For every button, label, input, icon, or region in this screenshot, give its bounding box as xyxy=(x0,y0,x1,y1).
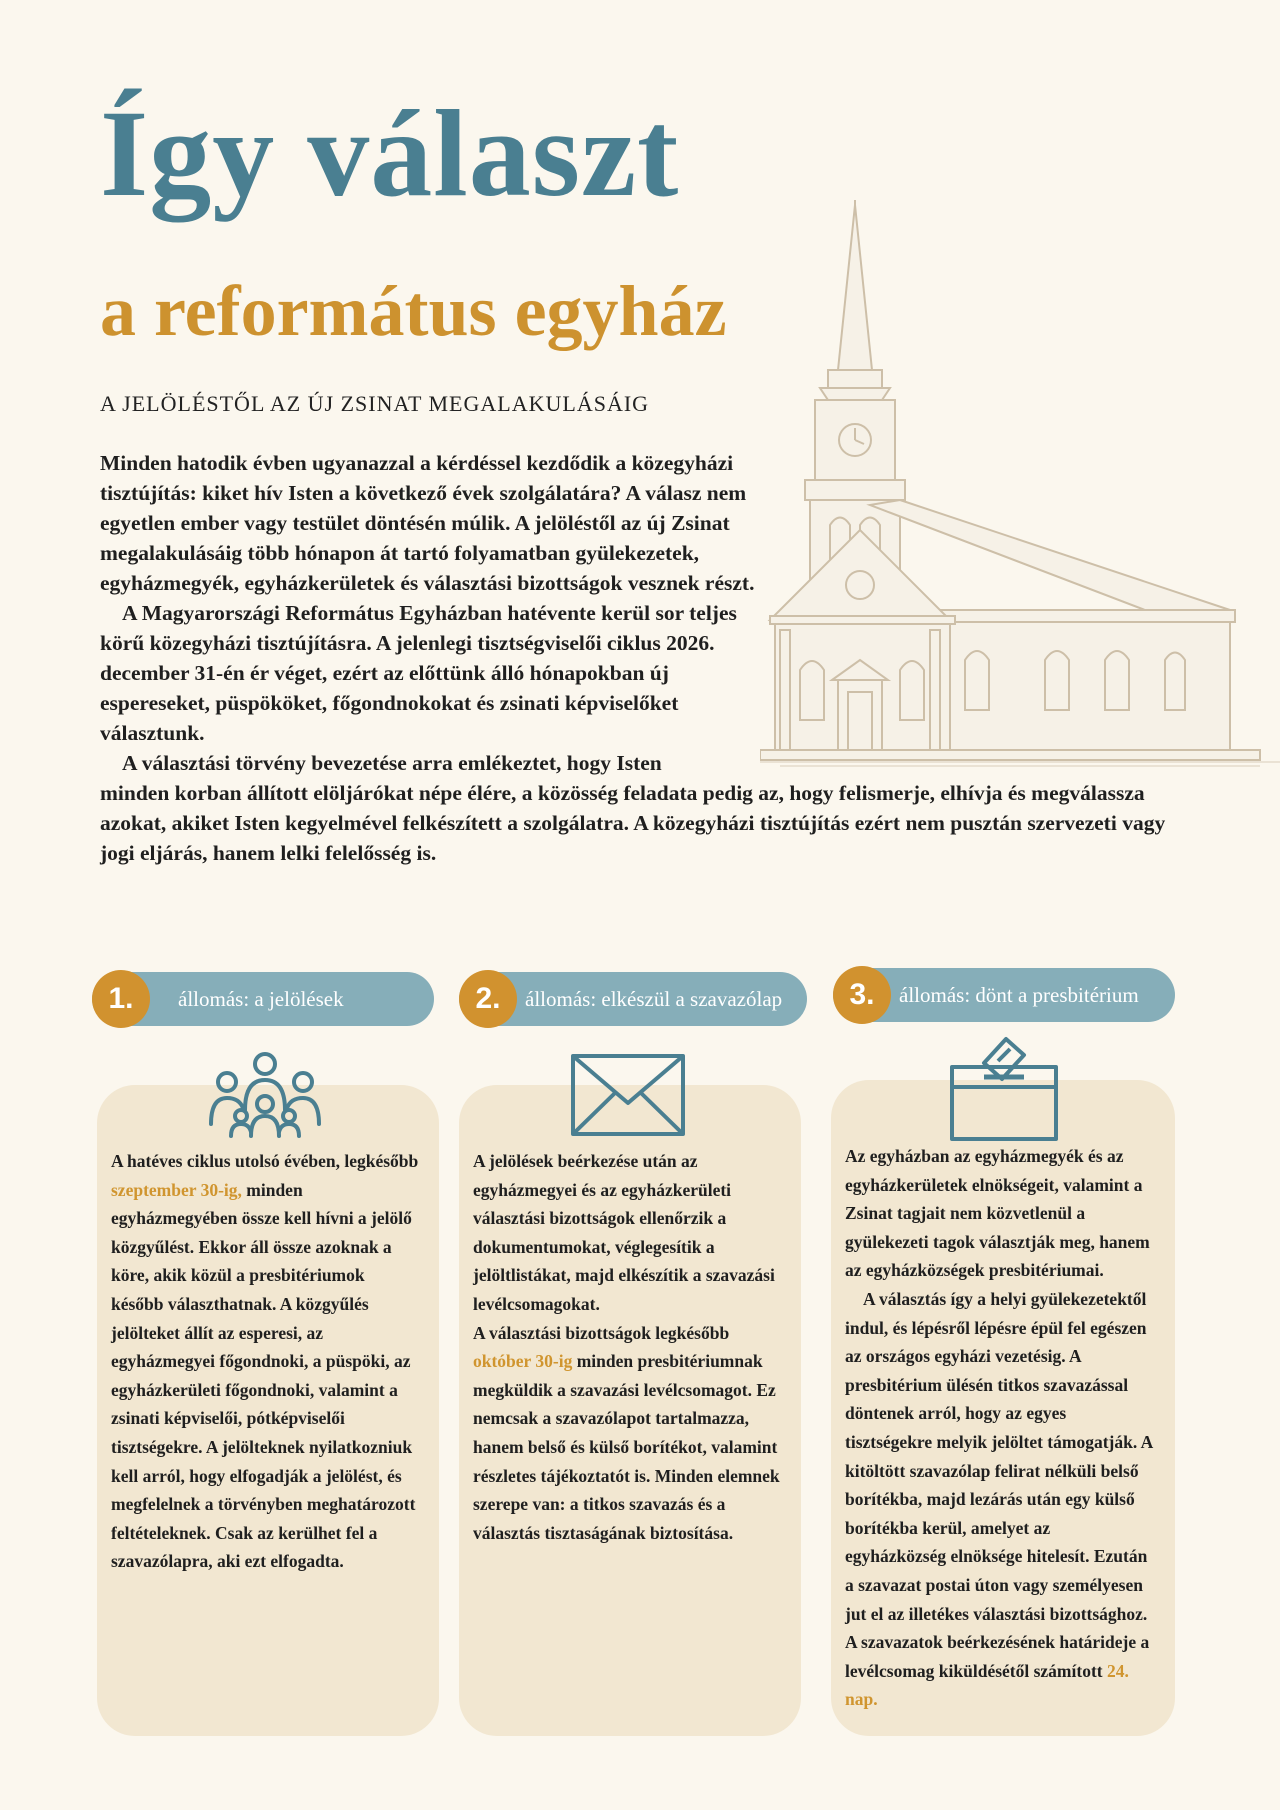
kicker: A JELÖLÉSTŐL AZ ÚJ ZSINAT MEGALAKULÁSÁIG xyxy=(100,391,650,416)
intro-text xyxy=(100,448,1180,868)
intro-paragraph-3-start: A választási törvény bevezetése arra emlékeztet, hogy Isten xyxy=(122,751,662,775)
station-1-text xyxy=(111,1147,419,1576)
station-1-label: állomás: a jelölések xyxy=(178,987,344,1011)
station-2-text-end: minden presbitériumnak megküldik a szavazási levélcsomagot. Ez nemcsak a szavazólapot tartalmazza, hanem belső és külső borítékot, valamint részletes tájékoztatót is. Minden elemnek szerepe van: a titkos szavazás és a választás tisztaságának biztosítása. xyxy=(473,1351,780,1543)
station-1-number: 1. xyxy=(92,970,150,1028)
people-group-icon xyxy=(205,1052,325,1142)
intro-paragraph-3-rest: minden korban állított elöljárókat népe élére, a közösség feladata pedig az, hogy felismerje, elhívja és megválassza azokat, akiket Isten kegyelmével felkészített a szolgálatra. A közegyházi tisztújítás ezért nem pusztán szervezeti vagy jogi eljárás, hanem lelki felelősség is. xyxy=(100,781,1166,865)
station-2-number: 2. xyxy=(459,970,517,1028)
station-2-deadline: október 30-ig xyxy=(473,1351,573,1372)
station-3-paragraph-2 xyxy=(845,1285,1155,1714)
station-2-label: állomás: elkészül a szavazólap xyxy=(525,987,783,1011)
envelope-icon xyxy=(570,1053,686,1137)
station-3-number: 3. xyxy=(833,966,891,1024)
intro-paragraph-3 xyxy=(100,748,1180,868)
station-3-deadline: 24. nap. xyxy=(845,1660,1129,1710)
station-2-text-start: A választási bizottságok legkésőbb xyxy=(473,1322,730,1343)
station-1-deadline: szeptember 30-ig, xyxy=(111,1179,242,1200)
station-2-pill xyxy=(459,972,807,1026)
ballot-box-icon xyxy=(948,1035,1060,1143)
station-1-text-start: A hatéves ciklus utolsó évében, legkésőbb xyxy=(111,1151,419,1171)
station-2-paragraph-2 xyxy=(473,1319,781,1548)
station-3-card xyxy=(831,1080,1175,1736)
station-2-text xyxy=(473,1147,781,1547)
intro-paragraph-2: A Magyarországi Református Egyházban hatévente kerül sor teljes körű közegyházi tisztújításra. A jelenlegi tisztségviselői ciklus 2026. december 31-én ér véget, ezért az előttünk álló hónapokban új espereseket, püspököket, főgondnokokat és zsinati képviselőket választunk. xyxy=(100,601,737,745)
station-1-text-end: minden egyházmegyében össze kell hívni a jelölő közgyűlést. Ekkor áll össze azoknak a köre, akik közül a presbitériumok később választhatnak. A közgyűlés jelölteket állít az esperesi, az egyházmegyei főgondnoki, a püspöki, az egyházkerületi főgondnoki, valamint a zsinati képviselői, pótképviselői tisztségekre. A jelölteknek nyilatkozniuk kell arról, hogy elfogadják a jelölést, és megfelelnek a törvényben meghatározott feltételeknek. Csak az kerülhet fel a szavazólapra, aki ezt elfogadta. xyxy=(111,1179,416,1572)
station-1-pill xyxy=(92,972,434,1026)
station-2-card xyxy=(459,1085,801,1736)
intro-paragraph-1: Minden hatodik évben ugyanazzal a kérdéssel kezdődik a közegyházi tisztújítás: kiket hív Isten a következő évek szolgálatára? A válasz nem egyetlen ember vagy testület döntésén múlik. A jelöléstől az új Zsinat megalakulásáig több hónapon át tartó folyamatban gyülekezetek, egyházmegyék, egyházkerületek és választási bizottságok vesznek részt. xyxy=(100,451,755,595)
station-1-card xyxy=(97,1085,439,1736)
station-3-text xyxy=(845,1142,1155,1714)
page-subtitle: a református egyház xyxy=(100,271,727,351)
station-3-paragraph-1: Az egyházban az egyházmegyék és az egyházkerületek elnökségeit, valamint a Zsinat tagjait nem közvetlenül a gyülekezeti tagok választják meg, hanem az egyházközségek presbitériumai. xyxy=(845,1146,1150,1281)
station-3-label: állomás: dönt a presbitérium xyxy=(899,983,1139,1007)
station-2-paragraph-1: A jelölések beérkezése után az egyházmegyei és az egyházkerületi választási bizottságok ellenőrzik a dokumentumokat, véglegesítik a jelöltlistákat, majd elkészítik a szavazási levélcsomagokat. xyxy=(473,1151,775,1314)
station-3-text-start: A választás így a helyi gyülekezetektől indul, és lépésről lépésre épül fel egészen az országos egyházi vezetésig. A presbitérium ülésén titkos szavazással döntenek arról, hogy az egyes tisztségekre melyik jelöltet támogatják. A kitöltött szavazólap felirat nélküli belső borítékba, majd lezárás után egy külső borítékba kerül, amelyet az egyházközség elnöksége hitelesít. Ezután a szavazat postai úton vagy személyesen jut el az illetékes választási bizottsághoz. A szavazatok beérkezésének határideje a levélcsomag kiküldésétől számított xyxy=(845,1288,1153,1681)
page-title: Így választ xyxy=(100,85,680,222)
station-3-pill xyxy=(833,968,1175,1022)
